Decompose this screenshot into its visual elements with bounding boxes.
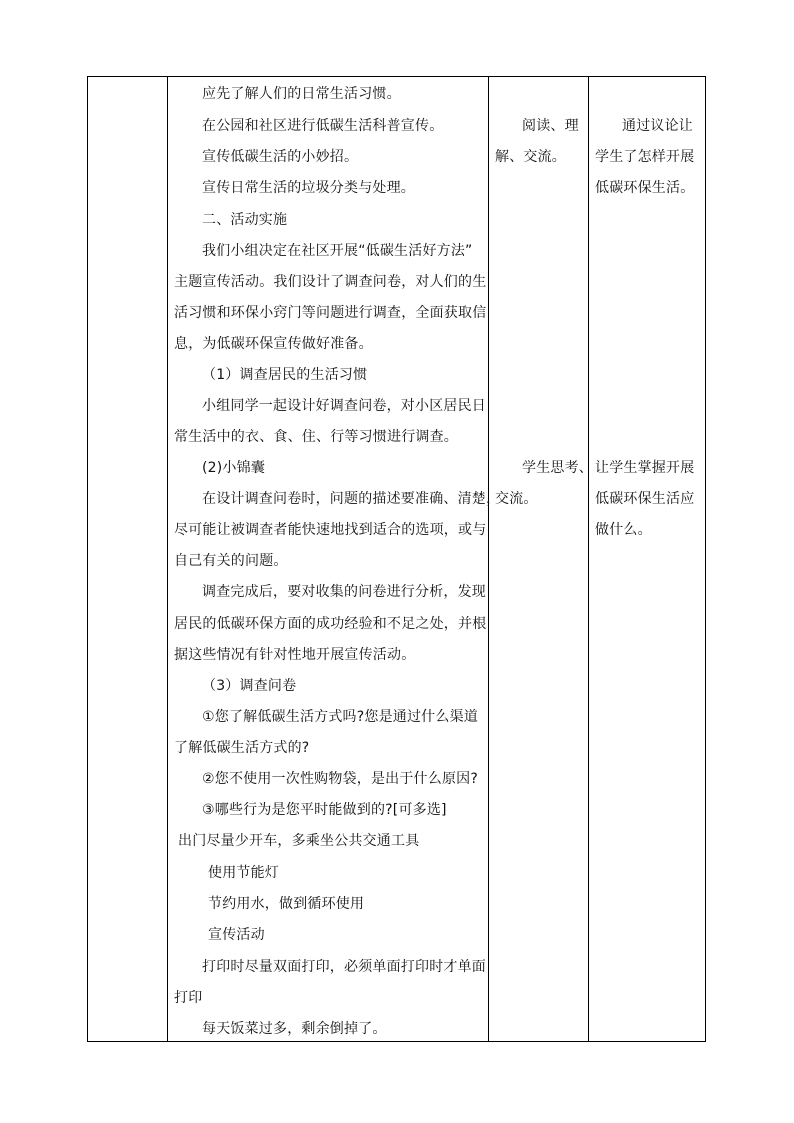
column-divider-2 [488,76,489,1042]
intent-text-line: 通过议论让 [622,118,693,134]
option-line: 节约用水，做到循环使用 [208,896,365,912]
option-line: 打印时尽量双面打印，必须单面打印时才单面 [202,959,486,975]
intent-text-line: 让学生掌握开展 [595,460,695,476]
student-text-line: 阅读、理 [522,118,579,134]
column-divider-1 [167,76,168,1042]
option-line: 出门尽量少开车，多乘坐公共交通工具 [178,833,420,849]
sub-heading: (2)小锦囊 [202,460,266,476]
column-divider-3 [588,76,589,1042]
text-line: 我们小组决定在社区开展“低碳生活好方法” [202,243,473,259]
text-line: 主题宣传活动。我们设计了调查问卷，对人们的生 [174,274,487,290]
text-line: 小组同学一起设计好调查问卷，对小区居民日 [202,398,486,414]
option-line: 使用节能灯 [208,865,279,881]
option-line: 宣传活动 [208,927,265,943]
text-line: 在公园和社区进行低碳生活科普宣传。 [202,118,444,134]
intent-text-line: 低碳环保生活。 [595,180,695,196]
text-line: 了解低碳生活方式的? [174,740,310,756]
option-line: 每天饭菜过多，剩余倒掉了。 [202,1021,387,1037]
student-text-line: 解、交流。 [495,149,566,165]
intent-text-line: 学生了怎样开展 [595,149,695,165]
text-line: 常生活中的衣、食、住、行等习惯进行调查。 [174,429,458,445]
text-line: 宣传低碳生活的小妙招。 [202,149,359,165]
text-line: 调查完成后，要对收集的问卷进行分析，发现 [202,584,486,600]
text-line: 息，为低碳环保宣传做好准备。 [174,336,373,352]
text-line: 尽可能让被调查者能快速地找到适合的选项，或与 [174,522,487,538]
text-line: 居民的低碳环保方面的成功经验和不足之处，并根 [174,616,487,632]
sub-heading: （3）调查问卷 [202,678,297,694]
text-line: ①您了解低碳生活方式吗?您是通过什么渠道 [202,709,478,725]
text-line: 宣传日常生活的垃圾分类与处理。 [202,180,415,196]
text-line: ②您不使用一次性购物袋，是出于什么原因? [202,771,478,787]
student-text-line: 交流。 [495,491,538,507]
text-line: ③哪些行为是您平时能做到的?[可多选] [202,802,447,818]
intent-text-line: 低碳环保生活应 [595,491,695,507]
text-line: 活习惯和环保小窍门等问题进行调查，全面获取信 [174,305,487,321]
intent-text-line: 做什么。 [595,522,652,538]
text-line: 在设计调查问卷时，问题的描述要准确、清楚， [202,491,501,507]
option-line: 打印 [174,990,203,1006]
sub-heading: （1）调查居民的生活习惯 [202,367,368,383]
student-text-line: 学生思考、 [522,460,593,476]
text-line: 自己有关的问题。 [174,553,288,569]
text-line: 据这些情况有针对性地开展宣传活动。 [174,647,416,663]
section-heading: 二、活动实施 [202,212,288,228]
text-line: 应先了解人们的日常生活习惯。 [202,86,401,102]
